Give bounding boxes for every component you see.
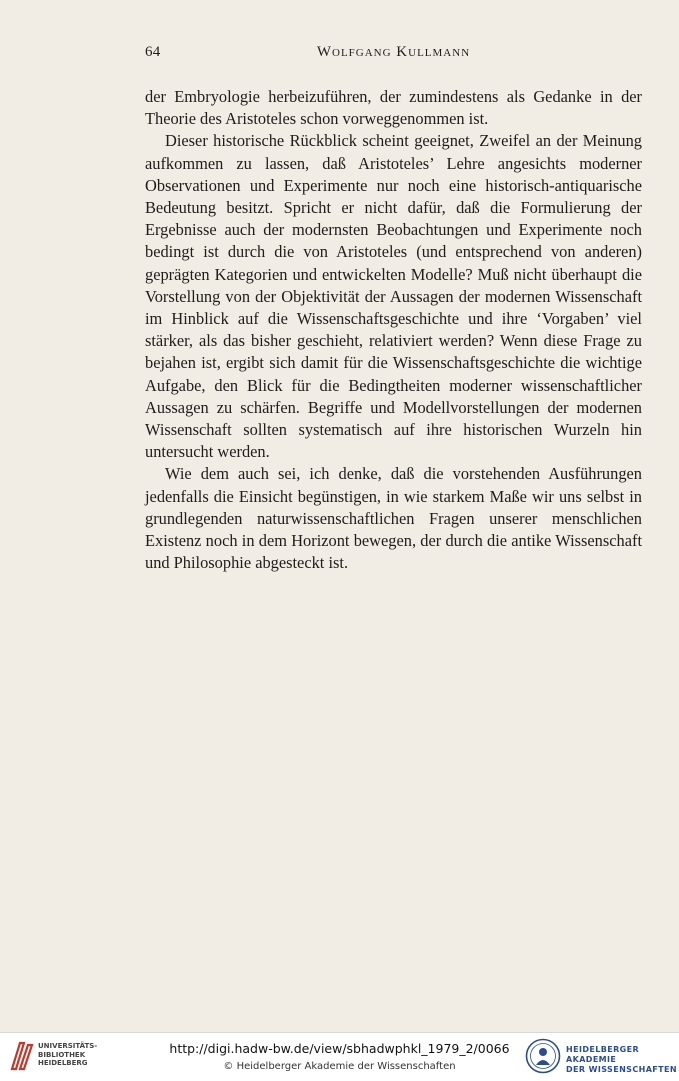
running-head: Wolfgang Kullmann xyxy=(316,44,471,60)
academy-seal-icon xyxy=(525,1038,561,1074)
page-header xyxy=(145,44,642,64)
copyright-notice: © Heidelberger Akademie der Wissenschaften xyxy=(223,1061,456,1072)
paragraph: der Embryologie herbeizuführen, der zumindestens als Gedanke in der Theorie des Aristoteles schon vorweggenommen ist. xyxy=(145,87,642,129)
university-library-name: UNIVERSITÄTS- BIBLIOTHEK HEIDELBERG xyxy=(38,1042,98,1067)
academy-name: HEIDELBERGER AKADEMIE DER WISSENSCHAFTEN xyxy=(566,1045,677,1074)
permalink-url[interactable]: http://digi.hadw-bw.de/view/sbhadwphkl_1979_2/0066 xyxy=(169,1041,510,1056)
body-text xyxy=(145,86,642,574)
page-number: 64 xyxy=(145,44,161,60)
viewer-footer xyxy=(0,1032,679,1081)
paragraph: Wie dem auch sei, ich denke, daß die vorstehenden Ausführungen jedenfalls die Einsicht begünstigen, in wie starkem Maße wir uns selbst in grundlegenden naturwissenschaftlichen Fragen unserer menschlichen Existenz noch in dem Horizont bewegen, der durch die antike Wissenschaft und Philosophie abgesteckt ist. xyxy=(145,464,642,573)
paragraph: Dieser historische Rückblick scheint geeignet, Zweifel an der Meinung aufkommen zu lassen, daß Aristoteles’ Lehre angesichts moderner Observationen und Experimente nur noch eine historisch-antiquarische Bedeutung besitzt. Spricht er nicht dafür, daß die Formulierung der Ergebnisse auch der modernsten Beobachtungen und Experimente noch bedingt ist durch die von Aristoteles (und entsprechend von anderen) geprägten Kategorien und entwickelten Modelle? Muß nicht überhaupt die Vorstellung von der Objektivität der Aussagen der modernen Wissenschaft im Hinblick auf die Wissenschaftsgeschichte und ihre ‘Vorgaben’ viel stärker, als das bisher geschieht, relativiert werden? Wenn diese Frage zu bejahen ist, ergibt sich damit für die Wissenschaftsgeschichte die wichtige Aufgabe, den Blick für die Bedingtheiten moderner wissenschaftlicher Aussagen zu schärfen. Begriffe und Modellvorstellungen der modernen Wissenschaft sollten systematisch auf ihre historischen Wurzeln hin untersucht werden. xyxy=(145,131,642,462)
